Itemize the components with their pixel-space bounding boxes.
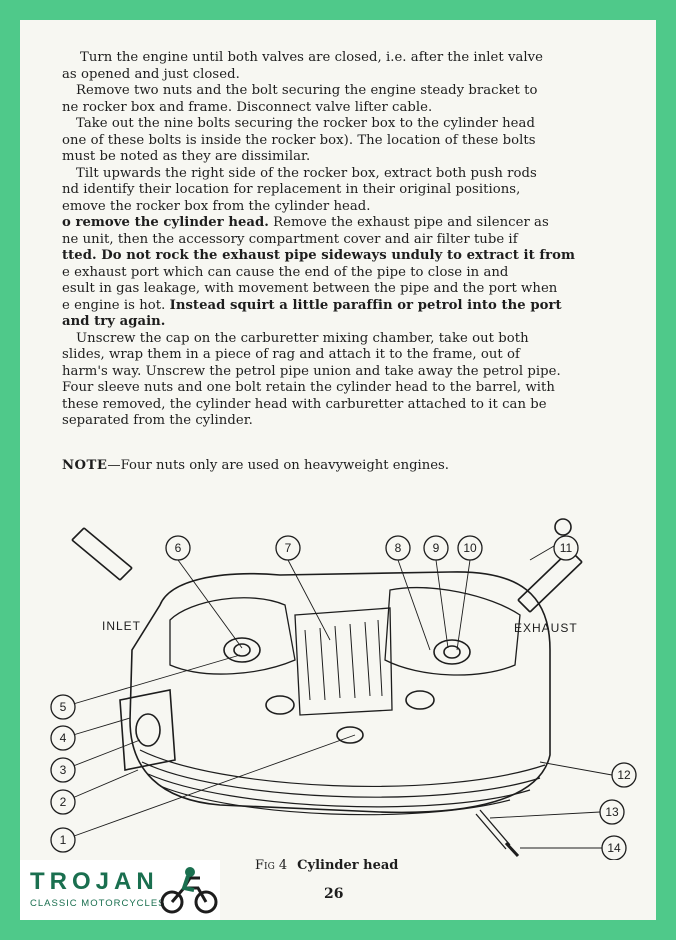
inlet-label: INLET xyxy=(102,619,142,633)
text-line: slides, wrap them in a piece of rag and attach it to the frame, out of xyxy=(62,347,520,362)
text-line: Unscrew the cap on the carburetter mixing chamber, take out both xyxy=(76,330,529,346)
callout-7: 7 xyxy=(284,541,292,555)
text-line: these removed, the cylinder head with carburetter attached to it can be xyxy=(62,396,547,412)
text-line: emove the rocker box from the cylinder head. xyxy=(62,198,371,214)
cylinder-head-diagram xyxy=(20,500,656,860)
figure-number: Fig 4 xyxy=(255,858,288,873)
stud-14 xyxy=(506,843,518,856)
callout-2: 2 xyxy=(59,795,67,809)
text-line: Tilt upwards the right side of the rocker box, extract both push rods xyxy=(76,165,537,181)
stud-boss-left xyxy=(266,696,294,714)
callout-1: 1 xyxy=(59,833,67,847)
page-number: 26 xyxy=(324,886,344,902)
text-run: Remove the exhaust pipe and silencer as xyxy=(268,215,549,230)
text-line: Take out the nine bolts securing the rocker box to the cylinder head xyxy=(76,116,535,131)
note xyxy=(62,458,449,473)
manual-page xyxy=(20,20,656,920)
text-line: Remove two nuts and the bolt securing the engine steady bracket to xyxy=(76,83,538,98)
text-line: e exhaust port which can cause the end of the pipe to close in and xyxy=(62,264,509,280)
callout-11: 11 xyxy=(559,541,573,555)
exhaust-label: EXHAUST xyxy=(514,621,578,635)
text-line: ne rocker box and frame. Disconnect valve lifter cable. xyxy=(62,99,433,115)
logo-brand: TROJAN xyxy=(30,868,159,895)
trojan-logo xyxy=(20,860,220,920)
push-rod-tube-left xyxy=(72,528,132,580)
motorcycle-icon xyxy=(160,864,218,916)
text-line: ne unit, then the accessory compartment cover and air filter tube if xyxy=(62,231,518,247)
instruction-text xyxy=(62,50,634,430)
bolt-13 xyxy=(476,810,510,849)
callout-6: 6 xyxy=(174,541,182,555)
logo-subtitle: CLASSIC MOTORCYCLES xyxy=(30,898,166,909)
text-line: nd identify their location for replacement in their original positions, xyxy=(62,182,521,197)
stud-boss-front xyxy=(337,727,363,743)
text-line-bold: tted. Do not rock the exhaust pipe sideways unduly to extract it from xyxy=(62,248,575,263)
port-flange xyxy=(120,690,175,770)
text-line: Four sleeve nuts and one bolt retain the cylinder head to the barrel, with xyxy=(62,380,555,395)
text-line-bold: and try again. xyxy=(62,314,166,329)
push-rod-tube-right xyxy=(518,550,582,612)
cavity-ribs xyxy=(305,620,382,700)
stud-boss-right xyxy=(406,691,434,709)
note-text: —Four nuts only are used on heavyweight engines. xyxy=(107,458,450,473)
figure-title: Cylinder head xyxy=(297,858,399,873)
text-line: one of these bolts is inside the rocker box). The location of these bolts xyxy=(62,132,536,148)
text-line: must be noted as they are dissimilar. xyxy=(62,149,311,164)
callout-10: 10 xyxy=(463,541,477,555)
text-line xyxy=(62,298,634,315)
callout-14: 14 xyxy=(607,841,621,855)
text-line: harm's way. Unscrew the petrol pipe union and take away the petrol pipe. xyxy=(62,363,561,379)
exhaust-boss xyxy=(434,640,470,664)
text-line: esult in gas leakage, with movement between the pipe and the port when xyxy=(62,281,558,296)
callout-13: 13 xyxy=(605,805,619,819)
callout-5: 5 xyxy=(59,700,67,714)
text-line xyxy=(62,215,634,232)
callout-12: 12 xyxy=(617,768,631,782)
callout-3: 3 xyxy=(59,763,67,777)
text-run: e engine is hot. xyxy=(62,297,170,313)
o-ring xyxy=(555,519,571,535)
figure-caption xyxy=(255,858,398,873)
callout-4: 4 xyxy=(59,731,67,745)
section-heading: o remove the cylinder head. xyxy=(62,215,269,230)
callout-8: 8 xyxy=(394,541,402,555)
rocker-well-right xyxy=(385,588,520,675)
text-line: separated from the cylinder. xyxy=(62,413,253,428)
text-line: as opened and just closed. xyxy=(62,66,240,82)
note-label: NOTE xyxy=(62,458,108,473)
text-run-bold: Instead squirt a little paraffin or petrol into the port xyxy=(169,297,562,313)
text-line: Turn the engine until both valves are closed, i.e. after the inlet valve xyxy=(80,50,543,65)
callout-9: 9 xyxy=(432,541,440,555)
rocker-well-left xyxy=(170,598,295,674)
